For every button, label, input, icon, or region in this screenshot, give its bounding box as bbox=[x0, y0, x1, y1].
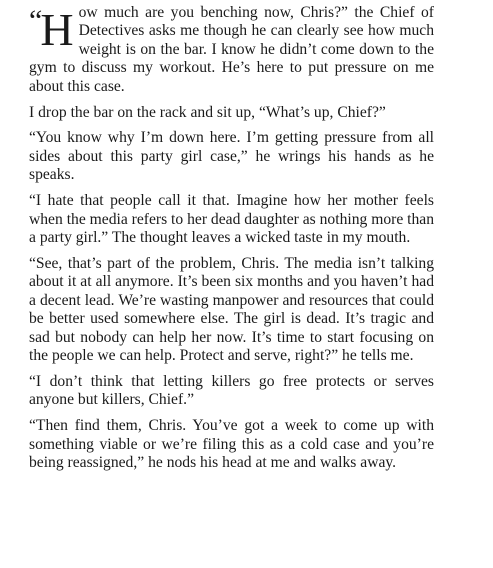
paragraph-3: “You know why I’m down here. I’m getting pressure from all sides about this party girl case,” he wrings his hands as he speaks. bbox=[29, 129, 434, 184]
paragraph-1-text: ow much are you benching now, Chris?” the Chief of Detectives asks me though he can clearly see how much weight is on the bar. I know he didn’t come down to the gym to discuss my workout. He’s here to put pressure on me about this case. bbox=[29, 4, 434, 95]
drop-cap-letter: H bbox=[40, 4, 74, 55]
paragraph-2: I drop the bar on the rack and sit up, “What’s up, Chief?” bbox=[29, 103, 386, 121]
paragraph-5: “See, that’s part of the problem, Chris. The media isn’t talking about it at all anymore. It’s been six months and you haven’t had a decent lead. We’re wasting manpower and resources that could be better used somewhere else. The girl is dead. It’s tragic and sad but nobody can help her now. It’s time to start focusing on the people we can help. Protect and serve, right?” he tells me. bbox=[29, 254, 434, 364]
paragraph-7: “Then find them, Chris. You’ve got a week to come up with something viable or we’re filing this as a cold case and you’re being reassigned,” he nods his head at me and walks away. bbox=[29, 417, 434, 471]
paragraph-4: “I hate that people call it that. Imagine how her mother feels when the media refers to her dead daughter as nothing more than a party girl.” The thought leaves a wicked taste in my mouth. bbox=[29, 192, 434, 246]
drop-cap-quote: “ bbox=[29, 4, 41, 37]
drop-cap bbox=[29, 5, 74, 55]
paragraph-1 bbox=[29, 4, 434, 96]
paragraph-6: “I don’t think that letting killers go free protects or serves anyone but killers, Chief.” bbox=[29, 372, 434, 409]
document-page bbox=[29, 4, 434, 480]
